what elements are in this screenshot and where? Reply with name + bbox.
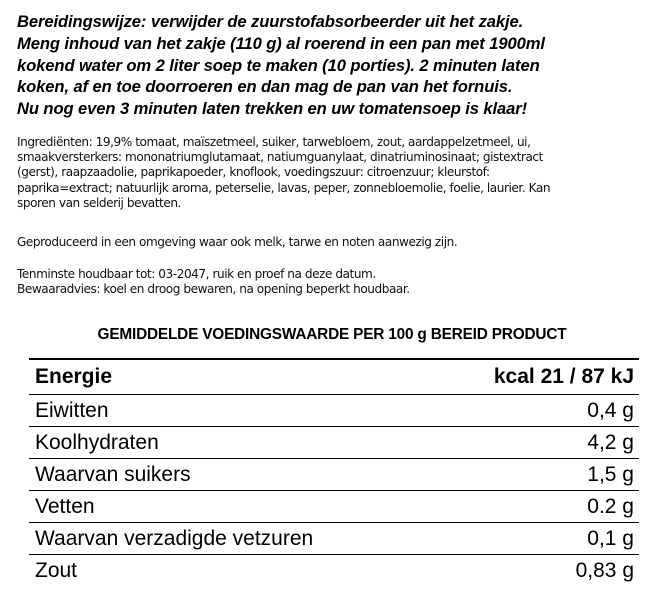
nutrition-value: 0.2 g bbox=[587, 494, 634, 518]
nutrition-label: Vetten bbox=[35, 494, 95, 518]
nutrition-row bbox=[29, 523, 639, 555]
nutrition-row bbox=[29, 555, 639, 587]
storage-info bbox=[17, 267, 657, 297]
allergen-notice-text: Geproduceerd in een omgeving waar ook melk, tarwe en noten aanwezig zijn. bbox=[17, 235, 458, 249]
nutrition-label: Waarvan suikers bbox=[35, 462, 191, 486]
best-before-text: Tenminste houdbaar tot: 03-2047, ruik en proef na deze datum. bbox=[17, 267, 376, 281]
nutrition-value: 0,1 g bbox=[587, 526, 634, 550]
nutrition-label: Eiwitten bbox=[35, 398, 109, 422]
preparation-line: Meng inhoud van het zakje (110 g) al roerend in een pan met 1900ml bbox=[17, 33, 545, 53]
nutrition-table bbox=[29, 358, 639, 587]
nutrition-row bbox=[29, 427, 639, 459]
ingredients-list bbox=[17, 135, 657, 211]
ingredients-line: smaakversterkers: mononatriumglutamaat, natiumguanylaat, dinatriuminosinaat; gistextract bbox=[17, 150, 543, 165]
preparation-line: koken, af en toe doorroeren en dan mag de pan van het fornuis. bbox=[17, 77, 513, 97]
nutrition-value: 1,5 g bbox=[587, 462, 634, 486]
storage-advice-text: Bewaaradvies: koel en droog bewaren, na opening beperkt houdbaar. bbox=[17, 282, 410, 297]
ingredients-line: Ingrediënten: 19,9% tomaat, maïszetmeel, suiker, tarwebloem, zout, aardappelzetmeel, ui, bbox=[17, 135, 531, 149]
nutrition-row bbox=[29, 395, 639, 427]
ingredients-line: sporen van selderij bevatten. bbox=[17, 195, 181, 210]
nutrition-label: Waarvan verzadigde vetzuren bbox=[35, 526, 314, 550]
nutrition-label: Koolhydraten bbox=[35, 430, 159, 454]
nutrition-row bbox=[29, 459, 639, 491]
nutrition-row bbox=[29, 491, 639, 523]
nutrition-label: Energie bbox=[35, 365, 113, 388]
nutrition-value: 0,83 g bbox=[575, 559, 634, 582]
nutrition-value: 0,4 g bbox=[587, 398, 634, 422]
nutrition-label: Zout bbox=[35, 559, 78, 582]
preparation-line: Bereidingswijze: verwijder de zuurstofabsorbeerder uit het zakje. bbox=[17, 12, 524, 31]
nutrition-row-energy bbox=[29, 360, 639, 395]
preparation-line: Nu nog even 3 minuten laten trekken en uw tomatensoep is klaar! bbox=[17, 99, 528, 119]
ingredients-line: (gerst), raapzaadolie, paprikapoeder, knoflook, voedingszuur: citroenzuur; kleurstof: bbox=[17, 165, 490, 180]
nutrition-value: 4,2 g bbox=[587, 430, 634, 454]
nutrition-value: kcal 21 / 87 kJ bbox=[493, 365, 634, 388]
preparation-instructions bbox=[17, 11, 657, 120]
preparation-line: kokend water om 2 liter soep te maken (10 porties). 2 minuten laten bbox=[17, 55, 540, 75]
allergen-notice bbox=[17, 235, 657, 250]
ingredients-line: paprika=extract; natuurlijk aroma, peterselie, lavas, peper, zonnebloemolie, foelie, laurier. Kan bbox=[17, 180, 551, 195]
nutrition-title: GEMIDDELDE VOEDINGSWAARDE PER 100 g BEREID PRODUCT bbox=[97, 326, 567, 343]
